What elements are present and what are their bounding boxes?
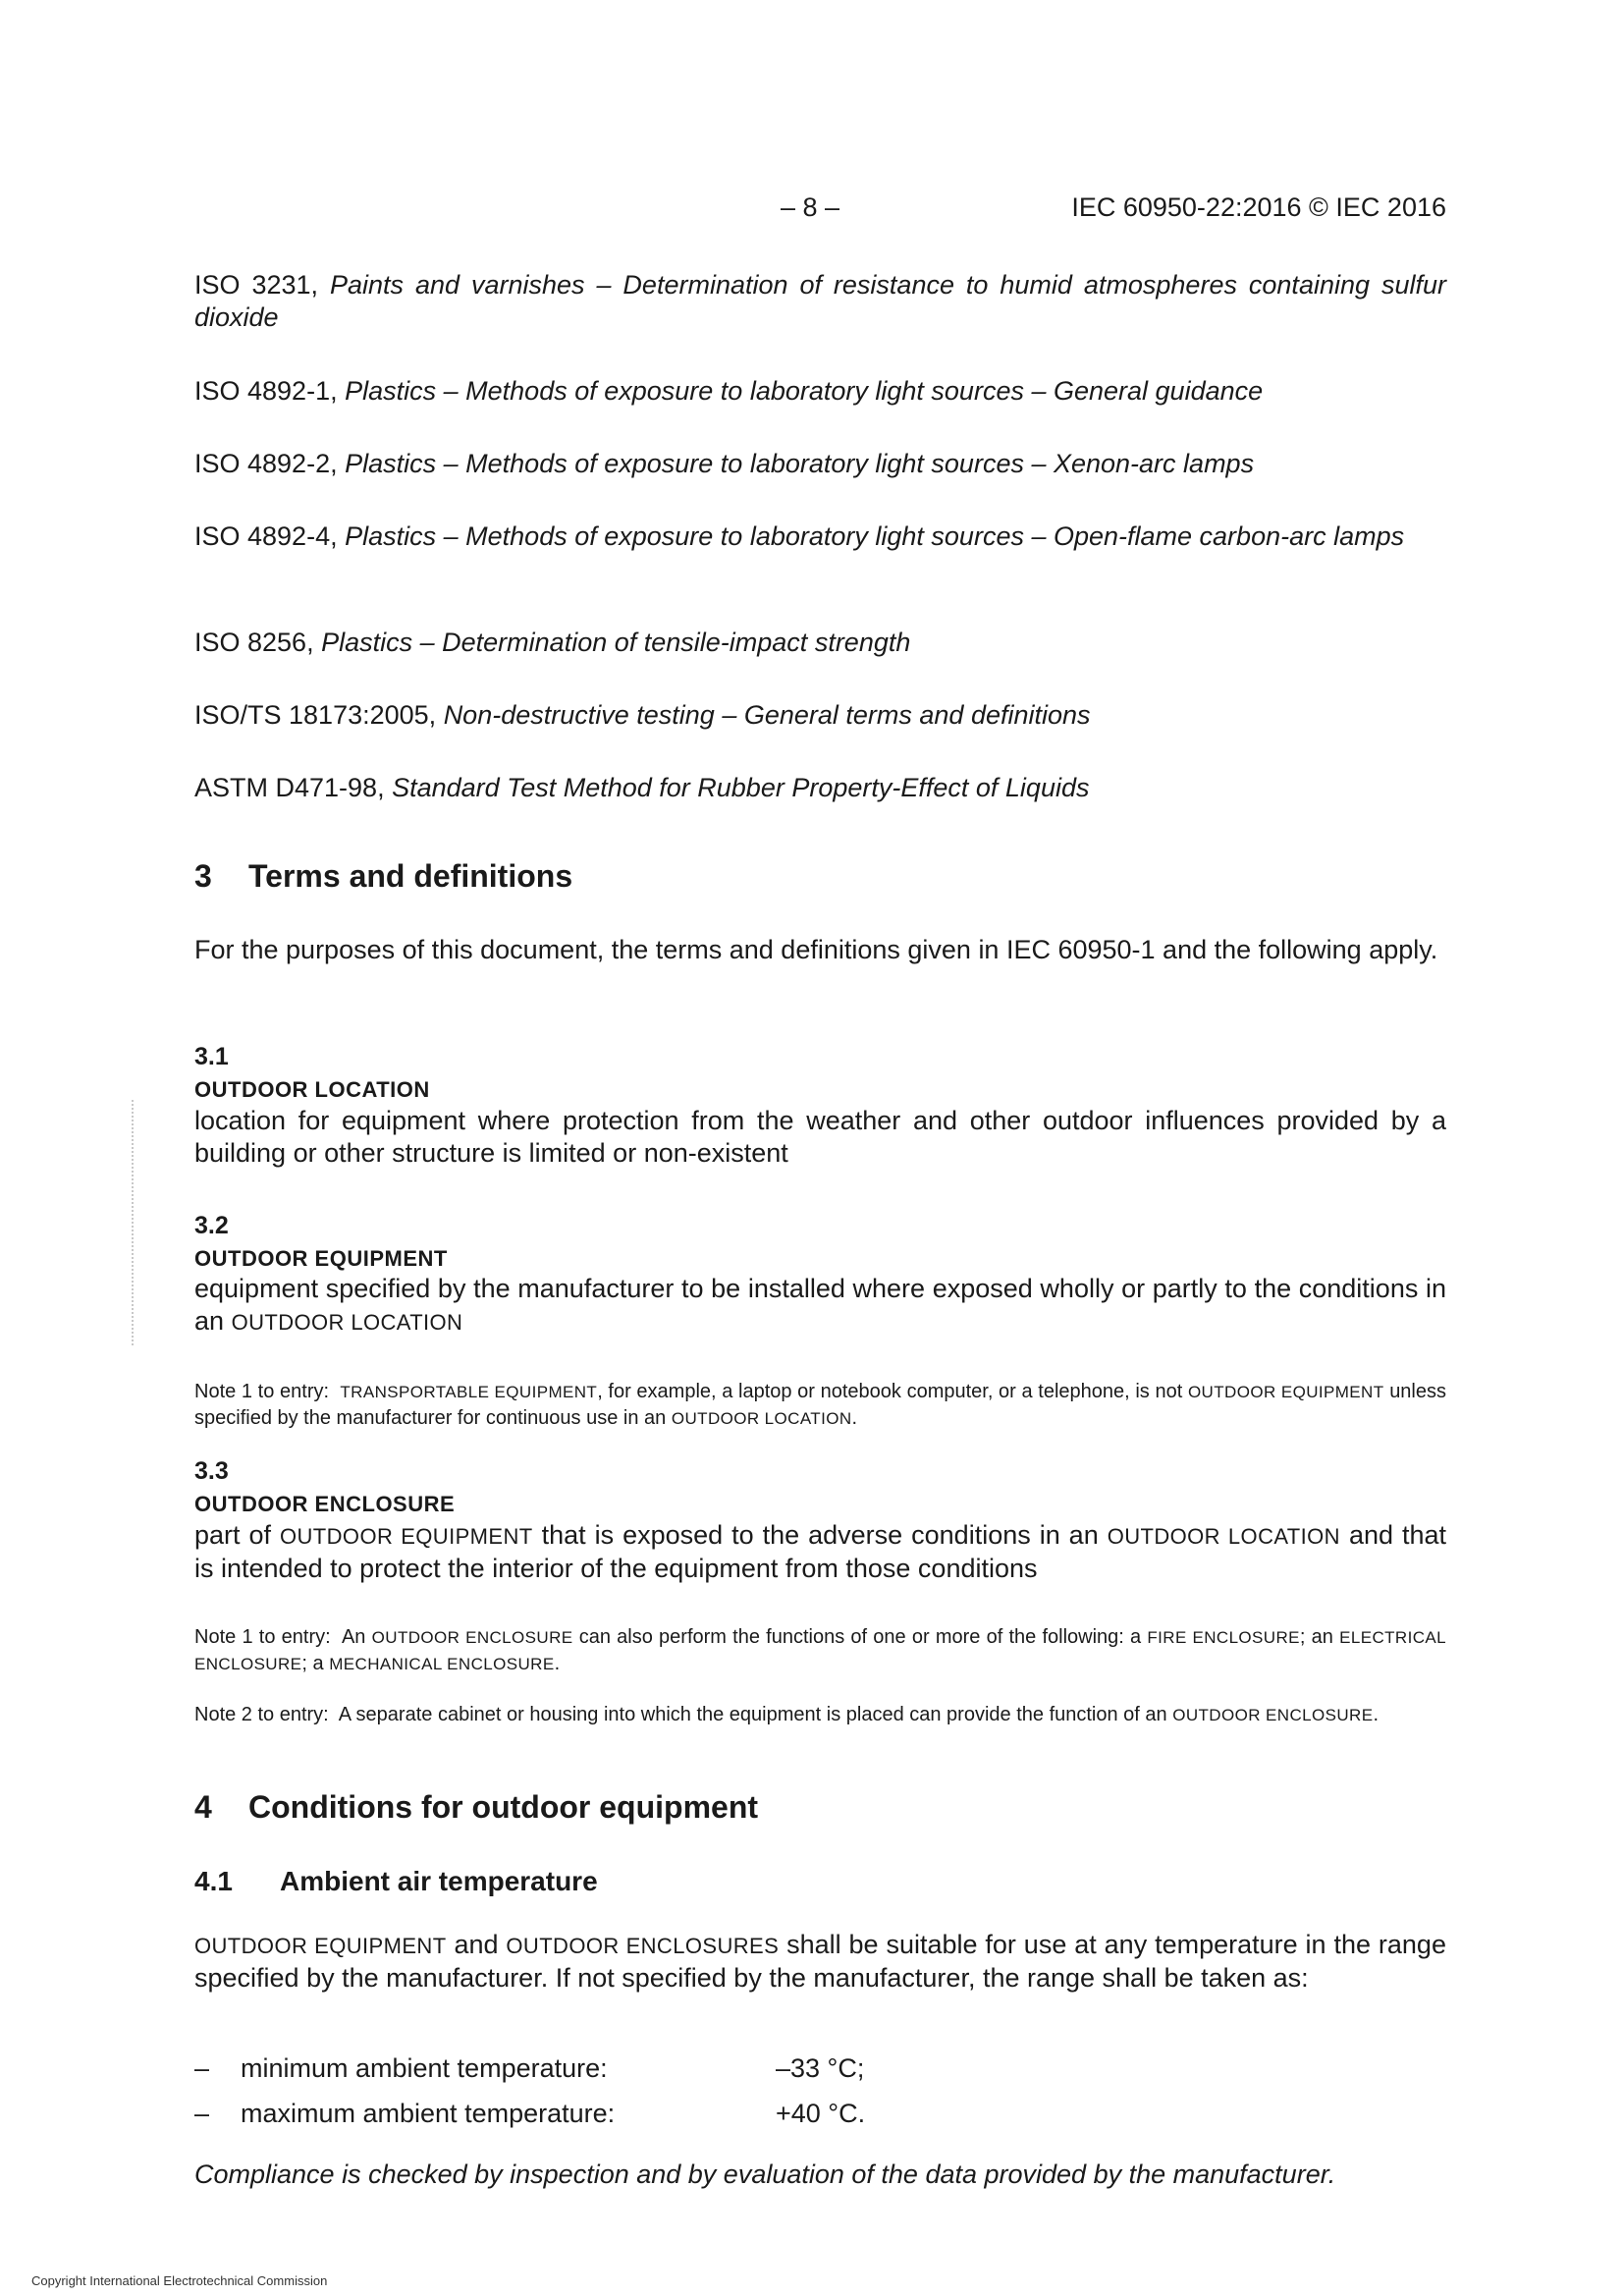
section-4-number: 4: [194, 1789, 212, 1825]
page-number: – 8 –: [781, 192, 840, 222]
reference-code: ISO 8256,: [194, 628, 314, 657]
reference-code: ASTM D471-98,: [194, 773, 385, 802]
note-to-entry: Note 1 to entry: An OUTDOOR ENCLOSURE can also perform the functions of one or more of the following: a FIRE ENCLOSURE; an ELECTRICAL ENCLOSURE; a MECHANICAL ENCLOSURE.: [194, 1626, 1446, 1674]
term-definition: equipment specified by the manufacturer to be installed where exposed wholly or partly to the conditions in an OUTDOOR LOCATION: [194, 1274, 1446, 1336]
term-name: OUTDOOR LOCATION: [194, 1077, 430, 1102]
reference-code: ISO 4892-1,: [194, 376, 338, 406]
copyright-footer: Copyright International Electrotechnical Commission: [31, 2273, 328, 2288]
defined-term-ref: OUTDOOR LOCATION: [231, 1310, 463, 1335]
term-definition: location for equipment where protection from the weather and other outdoor influences provided by a building or other structure is limited or non-existent: [194, 1106, 1446, 1168]
reference-title: Plastics – Determination of tensile-impact strength: [321, 628, 911, 657]
standard-id: IEC 60950-22:2016 © IEC 2016: [1071, 192, 1446, 222]
list-item-label: maximum ambient temperature:: [241, 2099, 616, 2128]
compliance-statement: Compliance is checked by inspection and by evaluation of the data provided by the manufacturer.: [194, 2159, 1336, 2189]
reference-title: Plastics – Methods of exposure to laboratory light sources – Open-flame carbon-arc lamps: [345, 521, 1405, 551]
change-bar: [132, 1100, 135, 1345]
reference-code: ISO 4892-4,: [194, 521, 338, 551]
section-4-title: Conditions for outdoor equipment: [248, 1789, 759, 1825]
reference-code: ISO/TS 18173:2005,: [194, 700, 437, 730]
reference-title: Paints and varnishes – Determination of resistance to humid atmospheres containing sulfur dioxide: [194, 270, 1446, 332]
note-label: Note 2 to entry:: [194, 1704, 329, 1725]
reference-item: [194, 269, 1446, 334]
note-label: Note 1 to entry:: [194, 1381, 330, 1402]
subsection-body: OUTDOOR EQUIPMENT and OUTDOOR ENCLOSURES shall be suitable for use at any temperature in the range specified by the manufacturer. If not specified by the manufacturer, the range shall be taken as:: [194, 1930, 1446, 1993]
reference-item: [194, 520, 1446, 553]
reference-item: [194, 699, 1446, 732]
term-number: 3.1: [194, 1043, 229, 1070]
list-item-value: +40 °C.: [776, 2099, 866, 2128]
reference-title: Non-destructive testing – General terms and definitions: [443, 700, 1091, 730]
section-3-intro: For the purposes of this document, the terms and definitions given in IEC 60950-1 and the following apply.: [194, 935, 1438, 964]
term-name: OUTDOOR EQUIPMENT: [194, 1246, 448, 1271]
reference-code: ISO 4892-2,: [194, 449, 338, 478]
section-3-number: 3: [194, 858, 212, 894]
reference-title: Plastics – Methods of exposure to laboratory light sources – General guidance: [345, 376, 1264, 406]
term-number: 3.2: [194, 1212, 229, 1239]
reference-item: [194, 772, 1446, 804]
term-number: 3.3: [194, 1457, 229, 1485]
reference-item: [194, 375, 1446, 408]
reference-title: Standard Test Method for Rubber Property-Effect of Liquids: [392, 773, 1090, 802]
list-item-value: –33 °C;: [776, 2053, 865, 2083]
subsection-number: 4.1: [194, 1866, 233, 1896]
list-dash: –: [194, 2053, 210, 2083]
reference-item: [194, 627, 1446, 659]
reference-item: [194, 448, 1446, 480]
note-label: Note 1 to entry:: [194, 1626, 331, 1648]
note-to-entry: Note 2 to entry: A separate cabinet or housing into which the equipment is placed can provide the function of an OUTDOOR ENCLOSURE.: [194, 1704, 1379, 1725]
list-item-label: minimum ambient temperature:: [241, 2053, 608, 2083]
reference-title: Plastics – Methods of exposure to laboratory light sources – Xenon-arc lamps: [345, 449, 1255, 478]
subsection-title: Ambient air temperature: [280, 1866, 598, 1896]
list-dash: –: [194, 2099, 210, 2128]
term-definition: part of OUTDOOR EQUIPMENT that is exposed to the adverse conditions in an OUTDOOR LOCATION and that is intended to protect the interior of the equipment from those conditions: [194, 1520, 1446, 1583]
note-to-entry: Note 1 to entry: TRANSPORTABLE EQUIPMENT, for example, a laptop or notebook computer, or a telephone, is not OUTDOOR EQUIPMENT unless specified by the manufacturer for continuous use in an OUTDOOR LOCATION.: [194, 1381, 1446, 1429]
reference-code: ISO 3231,: [194, 270, 319, 300]
section-3-title: Terms and definitions: [248, 858, 573, 894]
term-name: OUTDOOR ENCLOSURE: [194, 1492, 456, 1516]
